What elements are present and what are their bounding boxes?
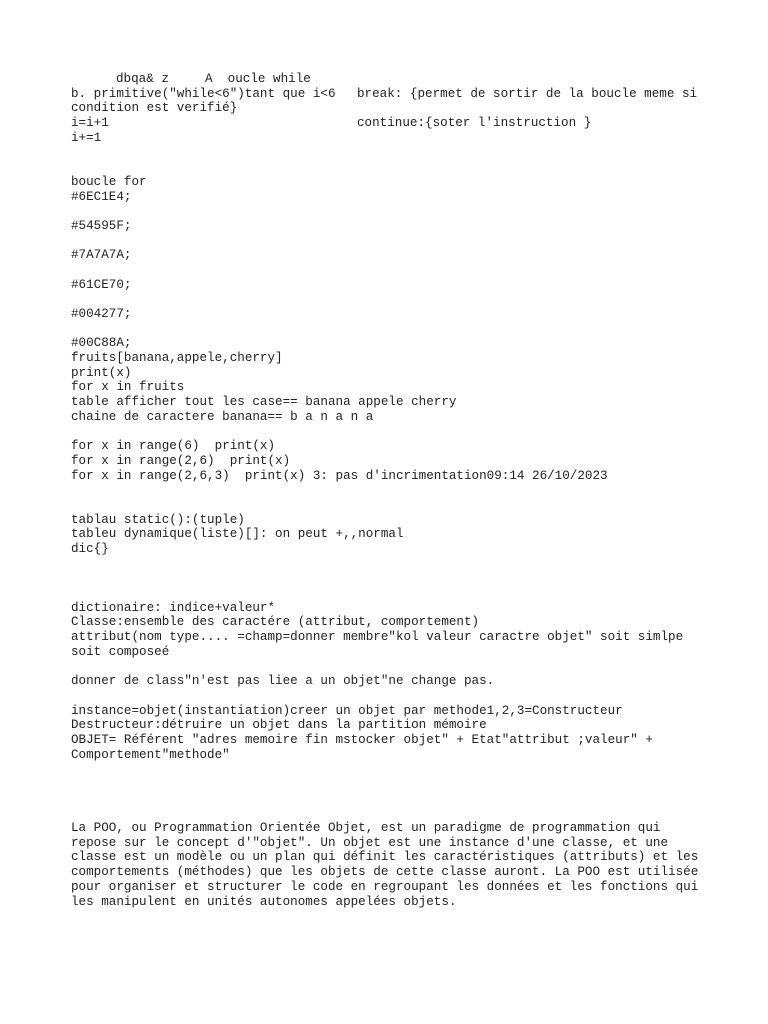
document-body: [71, 72, 701, 909]
range-line: for x in range(2,6,3) print(x) 3: pas d'incrimentation09:14 26/10/2023: [71, 468, 608, 483]
color-code-3: #7A7A7A;: [71, 248, 132, 263]
increment-continue-row: [71, 116, 701, 131]
fruits-line: table afficher tout les case== banana appele cherry: [71, 395, 457, 410]
fruits-line: print(x): [71, 365, 132, 380]
title-fragment-1: dbqa& z: [116, 72, 169, 86]
while-primitive-text: b. primitive("while<6")tant que i<6: [71, 86, 336, 101]
fruits-line: chaine de caractere banana== b a n a n a: [71, 409, 374, 424]
color-code-2: #54595F;: [71, 218, 132, 233]
donner-class-line: donner de class"n'est pas liee a un objet"ne change pas.: [71, 674, 495, 689]
increment-text: i=i+1: [71, 116, 109, 131]
poo-paragraph-line: repose sur le concept d'"objet". Un objet est une instance d'une classe, et une: [71, 835, 669, 850]
increment-short-line: i+=1: [71, 130, 102, 145]
title-line: [71, 72, 701, 87]
boucle-for-heading: boucle for: [71, 174, 147, 189]
title-fragment-2: A oucle while: [205, 72, 311, 86]
while-break-row: [71, 87, 701, 102]
continue-note-text: continue:{soter l'instruction }: [357, 116, 592, 131]
poo-paragraph-line: comportements (méthodes) que les objets de cette classe auront. La POO est utilisée: [71, 865, 699, 880]
tableau-line: dic{}: [71, 542, 109, 556]
dictionnaire-line: dictionaire: indice+valeur*: [71, 600, 276, 615]
break-note-text: break: {permet de sortir de la boucle meme si: [357, 86, 698, 101]
instance-line: instance=objet(instantiation)creer un objet par methode1,2,3=Constructeur: [71, 703, 623, 718]
poo-paragraph-line: pour organiser et structurer le code en regroupant les données et les fonctions qui: [71, 879, 699, 894]
instance-line: Comportement"methode": [71, 747, 230, 762]
color-code-1: #6EC1E4;: [71, 189, 132, 204]
tableau-line: tablau static():(tuple): [71, 512, 245, 527]
fruits-line: for x in fruits: [71, 380, 185, 395]
range-line: for x in range(2,6) print(x): [71, 453, 291, 468]
poo-paragraph-line: classe est un modèle ou un plan qui définit les caractéristiques (attributs) et les: [71, 850, 699, 865]
color-code-5: #004277;: [71, 307, 132, 321]
dictionnaire-line: Classe:ensemble des caractére (attribut, comportement): [71, 615, 480, 630]
condition-line: condition est verifié}: [71, 101, 238, 116]
poo-paragraph-line: les manipulent en unités autonomes appelées objets.: [71, 894, 457, 909]
instance-line: Destructeur:détruire un objet dans la partition mémoire: [71, 718, 487, 733]
color-code-6: #00C88A;: [71, 336, 132, 351]
poo-paragraph-line: La POO, ou Programmation Orientée Objet, est un paradigme de programmation qui: [71, 821, 661, 836]
fruits-line: fruits[banana,appele,cherry]: [71, 351, 283, 366]
color-code-4: #61CE70;: [71, 277, 132, 292]
range-line: for x in range(6) print(x): [71, 439, 276, 454]
dictionnaire-line: soit composeé: [71, 644, 170, 659]
tableau-line: tableu dynamique(liste)[]: on peut +,,normal: [71, 527, 404, 542]
instance-line: OBJET= Référent "adres memoire fin mstocker objet" + Etat"attribut ;valeur" +: [71, 732, 653, 747]
dictionnaire-line: attribut(nom type.... =champ=donner membre"kol valeur caractre objet" soit simlpe: [71, 630, 684, 645]
